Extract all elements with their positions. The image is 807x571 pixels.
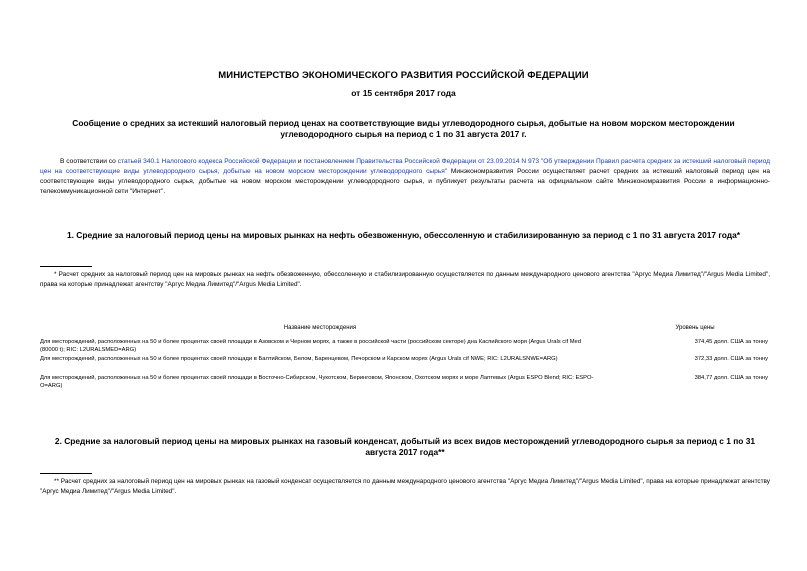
message-title: Сообщение о средних за истекший налоговый период ценах на соответствующие виды углеводородного сырья, добытые на новом морском месторождении углеводородного сырья на период с 1 по 31 августа 2017 г. [72,118,735,139]
intro-paragraph [40,157,770,197]
deposit-name: Для месторождений, расположенных на 50 и более процентах своей площади в Восточно-Сибирском, Чукотском, Беринговом, Японском, Охотском морях и море Лаптевых (Argus ESPO Blend; RIC: ESPO-O=ARG) [40,375,594,389]
footnote-divider-2 [40,473,92,474]
document-date: от 15 сентября 2017 года [351,88,456,98]
price-level: 374,45 долл. США за тонну [694,339,768,345]
table-header-price: Уровень цены [675,325,715,331]
price-level: 384,77 долл. США за тонну [694,375,768,381]
intro-text-3: Минэкономразвития России осуществляет расчет средних за истекший налоговый период цен на соответствующие виды углеводородного сырья, добытые на новом морском месторождении углеводородного сырья, и публикует результаты расчета на официальном сайте Минэкономразвития России в информационно-телекоммуникационной сети "Интернет". [40,168,770,195]
footnote-1: * Расчет средних за налоговый период цен на мировых рынках на нефть обезвоженную, обессоленную и стабилизированную осуществляется по данным международного ценового агентства "Аргус Медиа Лимитед"/"Argus Media Limited", права на которые принадлежат агентству "Аргус Медиа Лимитед"/"Argus Media Limited". [40,271,770,288]
price-level: 372,33 долл. США за тонну [694,356,768,362]
intro-text-2: и [295,158,304,165]
ministry-title: МИНИСТЕРСТВО ЭКОНОМИЧЕСКОГО РАЗВИТИЯ РОССИЙСКОЙ ФЕДЕРАЦИИ [218,70,589,81]
section-2-heading: 2. Средние за налоговый период цены на мировых рынках на газовый конденсат, добытый из всех видов месторождений углеводородного сырья за период с 1 по 31 августа 2017 года** [54,436,756,457]
tax-code-link[interactable]: статьей 340.1 Налогового кодекса Российской Федерации [117,158,296,165]
section-1-heading: 1. Средние за налоговый период цены на мировых рынках на нефть обезвоженную, обессоленную и стабилизированную за период с 1 по 31 августа 2017 года* [67,230,740,240]
footnote-2: ** Расчет средних за налоговый период цен на мировых рынках на газовый конденсат осуществляется по данным международного ценового агентства "Аргус Медиа Лимитед"/"Argus Media Limited", права на которые принадлежат агентству "Аргус Медиа Лимитед"/"Argus Media Limited". [40,478,770,495]
deposit-name: Для месторождений, расположенных на 50 и более процентах своей площади в Балтийском, Белом, Баренцевом, Печорском и Карском морях (Argus Urals cif NWE; RIC: L2URALSNWE=ARG) [40,356,558,362]
table-header-name: Название месторождения [283,325,357,331]
government-decree-link[interactable]: постановлением Правительства Российской Федерации от 23.09.2014 N 973 "Об утверждении Правил расчета средних за истекший налоговый период цен на соответствующие виды углеводородного сырья, добытые на новом морском месторождении углеводородного сырья" [40,158,770,175]
footnote-divider-1 [40,266,92,267]
intro-text-1: В соответствии со [60,158,118,165]
deposit-name: Для месторождений, расположенных на 50 и более процентах своей площади в Азовском и Черном морях, а также в российской части (российском секторе) дна Каспийского моря (Argus Urals cif Med (80000 t); RIC: L2URALSMED=ARG) [40,339,581,353]
